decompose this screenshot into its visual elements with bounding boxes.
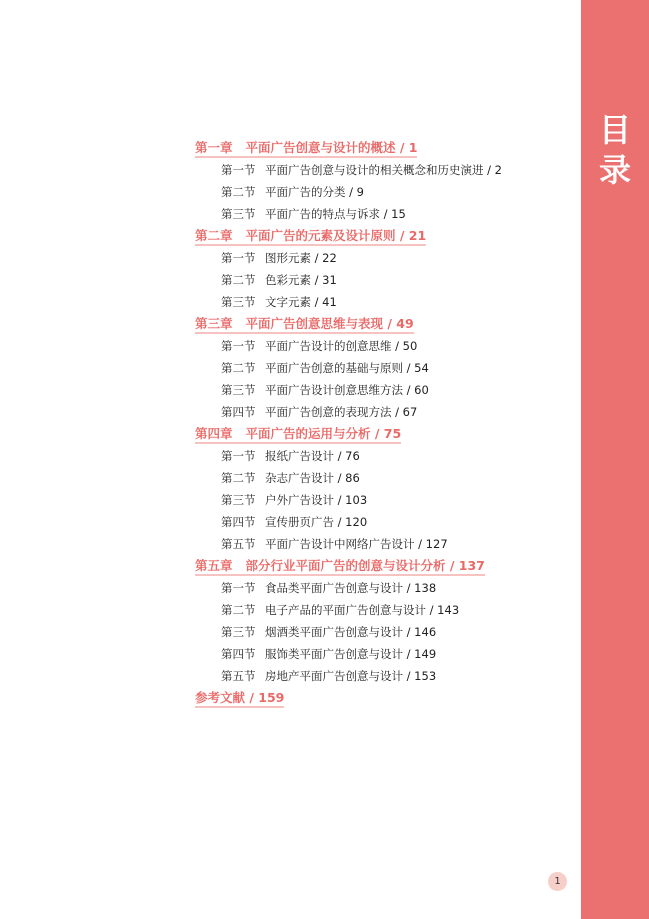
section-entry[interactable]	[195, 577, 575, 599]
section-title: 平面广告的分类 / 9	[265, 185, 365, 199]
chapter-title: 平面广告创意与设计的概述 / 1	[245, 140, 418, 155]
table-of-contents	[195, 137, 575, 709]
section-number: 第一节	[221, 581, 256, 595]
section-title: 平面广告创意的表现方法 / 67	[265, 405, 418, 419]
toc-heading-char: 目	[598, 111, 631, 149]
toc-heading-char: 录	[598, 151, 631, 189]
chapter-heading[interactable]	[195, 423, 575, 445]
section-entry[interactable]	[195, 467, 575, 489]
section-number: 第三节	[221, 625, 256, 639]
section-number: 第四节	[221, 515, 256, 529]
chapter-number: 第一章	[195, 140, 233, 155]
chapter-title: 平面广告创意思维与表现 / 49	[245, 316, 414, 331]
section-number: 第一节	[221, 449, 256, 463]
section-entry[interactable]	[195, 445, 575, 467]
section-number: 第二节	[221, 361, 256, 375]
section-entry[interactable]	[195, 335, 575, 357]
chapter-heading[interactable]	[195, 137, 575, 159]
section-title: 平面广告设计创意思维方法 / 60	[265, 383, 429, 397]
chapter-number: 第四章	[195, 426, 233, 441]
section-number: 第四节	[221, 405, 256, 419]
chapter-number: 第三章	[195, 316, 233, 331]
section-number: 第三节	[221, 493, 256, 507]
section-entry[interactable]	[195, 511, 575, 533]
section-number: 第二节	[221, 603, 256, 617]
section-title: 平面广告设计中网络广告设计 / 127	[265, 537, 448, 551]
section-entry[interactable]	[195, 203, 575, 225]
section-title: 色彩元素 / 31	[265, 273, 337, 287]
section-number: 第二节	[221, 185, 256, 199]
section-title: 平面广告创意与设计的相关概念和历史演进 / 2	[265, 163, 502, 177]
section-number: 第五节	[221, 537, 256, 551]
chapter-heading[interactable]	[195, 313, 575, 335]
section-title: 电子产品的平面广告创意与设计 / 143	[265, 603, 460, 617]
section-number: 第三节	[221, 383, 256, 397]
section-entry[interactable]	[195, 159, 575, 181]
section-number: 第三节	[221, 207, 256, 221]
toc-heading	[581, 110, 649, 190]
section-number: 第二节	[221, 471, 256, 485]
section-title: 平面广告的特点与诉求 / 15	[265, 207, 406, 221]
section-entry[interactable]	[195, 621, 575, 643]
side-band	[581, 0, 649, 919]
chapter-title: 平面广告的运用与分析 / 75	[245, 426, 402, 441]
chapter-title: 部分行业平面广告的创意与设计分析 / 137	[245, 558, 485, 573]
section-entry[interactable]	[195, 291, 575, 313]
section-entry[interactable]	[195, 533, 575, 555]
section-title: 食品类平面广告创意与设计 / 138	[265, 581, 437, 595]
section-title: 平面广告设计的创意思维 / 50	[265, 339, 418, 353]
section-title: 杂志广告设计 / 86	[265, 471, 360, 485]
section-entry[interactable]	[195, 665, 575, 687]
section-number: 第五节	[221, 669, 256, 683]
section-entry[interactable]	[195, 489, 575, 511]
page-number-badge: 1	[548, 872, 567, 891]
section-entry[interactable]	[195, 643, 575, 665]
section-title: 户外广告设计 / 103	[265, 493, 368, 507]
section-number: 第一节	[221, 251, 256, 265]
section-number: 第四节	[221, 647, 256, 661]
chapter-number: 第二章	[195, 228, 233, 243]
section-number: 第二节	[221, 273, 256, 287]
section-entry[interactable]	[195, 401, 575, 423]
section-title: 宣传册页广告 / 120	[265, 515, 368, 529]
section-title: 图形元素 / 22	[265, 251, 337, 265]
section-title: 服饰类平面广告创意与设计 / 149	[265, 647, 437, 661]
references-title: 参考文献 / 159	[195, 691, 284, 708]
chapter-heading[interactable]	[195, 555, 575, 577]
section-number: 第三节	[221, 295, 256, 309]
chapter-heading[interactable]	[195, 225, 575, 247]
section-entry[interactable]	[195, 181, 575, 203]
section-number: 第一节	[221, 339, 256, 353]
chapter-title: 平面广告的元素及设计原则 / 21	[245, 228, 427, 243]
section-entry[interactable]	[195, 379, 575, 401]
section-title: 房地产平面广告创意与设计 / 153	[265, 669, 437, 683]
section-entry[interactable]	[195, 357, 575, 379]
section-number: 第一节	[221, 163, 256, 177]
section-title: 文字元素 / 41	[265, 295, 337, 309]
section-title: 平面广告创意的基础与原则 / 54	[265, 361, 429, 375]
section-title: 烟酒类平面广告创意与设计 / 146	[265, 625, 437, 639]
references-heading[interactable]	[195, 687, 575, 709]
section-title: 报纸广告设计 / 76	[265, 449, 360, 463]
chapter-number: 第五章	[195, 558, 233, 573]
section-entry[interactable]	[195, 269, 575, 291]
section-entry[interactable]	[195, 599, 575, 621]
section-entry[interactable]	[195, 247, 575, 269]
